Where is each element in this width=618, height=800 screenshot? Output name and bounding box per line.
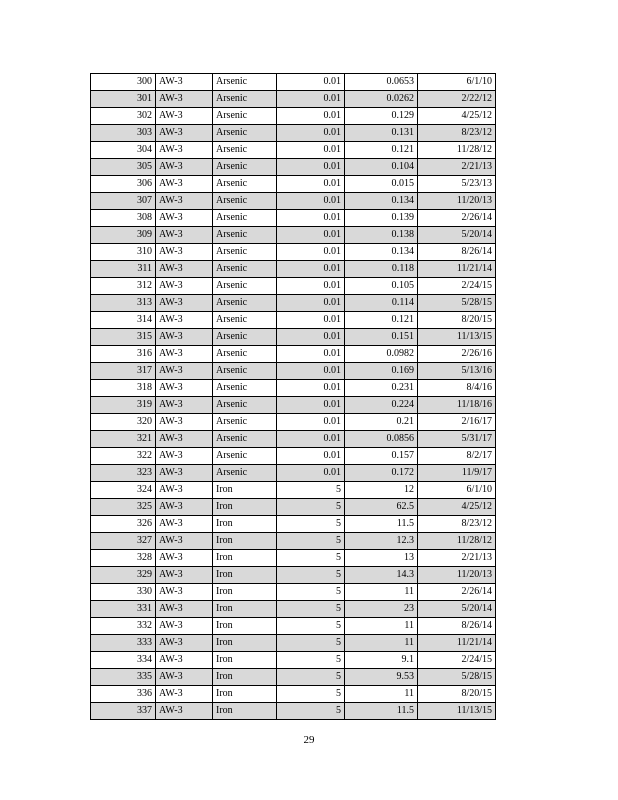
limit-cell: 5 — [277, 499, 345, 516]
table-row — [91, 448, 496, 465]
row-number-cell: 336 — [91, 686, 156, 703]
table-row — [91, 652, 496, 669]
well-id-cell: AW-3 — [156, 329, 213, 346]
limit-cell: 5 — [277, 618, 345, 635]
table-row — [91, 176, 496, 193]
well-id-cell: AW-3 — [156, 516, 213, 533]
date-cell: 2/24/15 — [418, 278, 496, 295]
result-cell: 12 — [345, 482, 418, 499]
analyte-cell: Arsenic — [213, 312, 277, 329]
table-row — [91, 465, 496, 482]
table-row — [91, 703, 496, 720]
result-cell: 0.169 — [345, 363, 418, 380]
table-row — [91, 227, 496, 244]
limit-cell: 0.01 — [277, 142, 345, 159]
row-number-cell: 305 — [91, 159, 156, 176]
result-cell: 13 — [345, 550, 418, 567]
row-number-cell: 309 — [91, 227, 156, 244]
well-id-cell: AW-3 — [156, 533, 213, 550]
date-cell: 11/21/14 — [418, 261, 496, 278]
limit-cell: 0.01 — [277, 74, 345, 91]
well-id-cell: AW-3 — [156, 278, 213, 295]
limit-cell: 0.01 — [277, 176, 345, 193]
date-cell: 2/26/16 — [418, 346, 496, 363]
analyte-cell: Arsenic — [213, 363, 277, 380]
well-id-cell: AW-3 — [156, 108, 213, 125]
date-cell: 2/16/17 — [418, 414, 496, 431]
analyte-cell: Arsenic — [213, 397, 277, 414]
analyte-cell: Arsenic — [213, 414, 277, 431]
result-cell: 0.131 — [345, 125, 418, 142]
analyte-cell: Arsenic — [213, 159, 277, 176]
well-id-cell: AW-3 — [156, 482, 213, 499]
limit-cell: 0.01 — [277, 159, 345, 176]
table-row — [91, 363, 496, 380]
table-row — [91, 550, 496, 567]
analyte-cell: Arsenic — [213, 329, 277, 346]
well-id-cell: AW-3 — [156, 142, 213, 159]
limit-cell: 0.01 — [277, 227, 345, 244]
well-id-cell: AW-3 — [156, 499, 213, 516]
table-row — [91, 635, 496, 652]
table-row — [91, 295, 496, 312]
limit-cell: 5 — [277, 482, 345, 499]
analyte-cell: Arsenic — [213, 261, 277, 278]
table-row — [91, 91, 496, 108]
well-id-cell: AW-3 — [156, 159, 213, 176]
result-cell: 0.104 — [345, 159, 418, 176]
row-number-cell: 319 — [91, 397, 156, 414]
analyte-cell: Arsenic — [213, 108, 277, 125]
table-row — [91, 499, 496, 516]
limit-cell: 0.01 — [277, 431, 345, 448]
result-cell: 0.015 — [345, 176, 418, 193]
date-cell: 6/1/10 — [418, 482, 496, 499]
row-number-cell: 325 — [91, 499, 156, 516]
result-cell: 23 — [345, 601, 418, 618]
well-id-cell: AW-3 — [156, 601, 213, 618]
table-row — [91, 329, 496, 346]
date-cell: 5/20/14 — [418, 227, 496, 244]
analyte-cell: Arsenic — [213, 210, 277, 227]
date-cell: 4/25/12 — [418, 108, 496, 125]
date-cell: 2/21/13 — [418, 159, 496, 176]
analyte-cell: Iron — [213, 669, 277, 686]
date-cell: 2/26/14 — [418, 210, 496, 227]
data-table-body — [91, 74, 496, 720]
well-id-cell: AW-3 — [156, 261, 213, 278]
row-number-cell: 318 — [91, 380, 156, 397]
date-cell: 11/18/16 — [418, 397, 496, 414]
well-id-cell: AW-3 — [156, 176, 213, 193]
well-id-cell: AW-3 — [156, 414, 213, 431]
well-id-cell: AW-3 — [156, 550, 213, 567]
table-row — [91, 312, 496, 329]
analyte-cell: Arsenic — [213, 91, 277, 108]
analyte-cell: Arsenic — [213, 380, 277, 397]
page-number: 29 — [303, 734, 315, 746]
row-number-cell: 312 — [91, 278, 156, 295]
date-cell: 8/20/15 — [418, 686, 496, 703]
analyte-cell: Arsenic — [213, 74, 277, 91]
limit-cell: 5 — [277, 533, 345, 550]
limit-cell: 5 — [277, 703, 345, 720]
limit-cell: 5 — [277, 567, 345, 584]
date-cell: 8/23/12 — [418, 125, 496, 142]
limit-cell: 5 — [277, 584, 345, 601]
table-row — [91, 210, 496, 227]
result-cell: 0.129 — [345, 108, 418, 125]
result-cell: 0.134 — [345, 244, 418, 261]
table-row — [91, 142, 496, 159]
table-row — [91, 193, 496, 210]
analyte-cell: Arsenic — [213, 193, 277, 210]
limit-cell: 0.01 — [277, 278, 345, 295]
well-id-cell: AW-3 — [156, 669, 213, 686]
table-row — [91, 125, 496, 142]
limit-cell: 0.01 — [277, 329, 345, 346]
analyte-cell: Arsenic — [213, 227, 277, 244]
limit-cell: 5 — [277, 601, 345, 618]
result-cell: 0.105 — [345, 278, 418, 295]
result-cell: 0.138 — [345, 227, 418, 244]
table-row — [91, 74, 496, 91]
well-id-cell: AW-3 — [156, 125, 213, 142]
row-number-cell: 316 — [91, 346, 156, 363]
limit-cell: 5 — [277, 686, 345, 703]
analyte-cell: Iron — [213, 618, 277, 635]
well-id-cell: AW-3 — [156, 703, 213, 720]
result-cell: 0.134 — [345, 193, 418, 210]
result-cell: 9.53 — [345, 669, 418, 686]
table-row — [91, 261, 496, 278]
result-cell: 0.121 — [345, 312, 418, 329]
analyte-cell: Arsenic — [213, 346, 277, 363]
table-row — [91, 669, 496, 686]
table-row — [91, 516, 496, 533]
row-number-cell: 302 — [91, 108, 156, 125]
row-number-cell: 300 — [91, 74, 156, 91]
table-row — [91, 482, 496, 499]
result-cell: 0.21 — [345, 414, 418, 431]
limit-cell: 0.01 — [277, 261, 345, 278]
result-cell: 0.121 — [345, 142, 418, 159]
analyte-cell: Iron — [213, 567, 277, 584]
row-number-cell: 333 — [91, 635, 156, 652]
result-cell: 0.139 — [345, 210, 418, 227]
date-cell: 11/13/15 — [418, 703, 496, 720]
date-cell: 11/21/14 — [418, 635, 496, 652]
date-cell: 11/9/17 — [418, 465, 496, 482]
analyte-cell: Iron — [213, 482, 277, 499]
analyte-cell: Iron — [213, 516, 277, 533]
row-number-cell: 310 — [91, 244, 156, 261]
result-cell: 0.224 — [345, 397, 418, 414]
well-id-cell: AW-3 — [156, 210, 213, 227]
result-cell: 0.231 — [345, 380, 418, 397]
table-row — [91, 380, 496, 397]
date-cell: 4/25/12 — [418, 499, 496, 516]
row-number-cell: 315 — [91, 329, 156, 346]
analyte-cell: Iron — [213, 550, 277, 567]
row-number-cell: 327 — [91, 533, 156, 550]
table-row — [91, 601, 496, 618]
well-id-cell: AW-3 — [156, 380, 213, 397]
analyte-cell: Arsenic — [213, 142, 277, 159]
row-number-cell: 323 — [91, 465, 156, 482]
well-id-cell: AW-3 — [156, 652, 213, 669]
analyte-cell: Arsenic — [213, 176, 277, 193]
result-cell: 11 — [345, 635, 418, 652]
date-cell: 5/23/13 — [418, 176, 496, 193]
result-cell: 9.1 — [345, 652, 418, 669]
row-number-cell: 317 — [91, 363, 156, 380]
well-id-cell: AW-3 — [156, 618, 213, 635]
analyte-cell: Iron — [213, 533, 277, 550]
date-cell: 11/20/13 — [418, 193, 496, 210]
analyte-cell: Arsenic — [213, 295, 277, 312]
limit-cell: 0.01 — [277, 363, 345, 380]
limit-cell: 0.01 — [277, 244, 345, 261]
row-number-cell: 330 — [91, 584, 156, 601]
well-id-cell: AW-3 — [156, 193, 213, 210]
table-row — [91, 278, 496, 295]
table-row — [91, 346, 496, 363]
result-cell: 0.114 — [345, 295, 418, 312]
well-id-cell: AW-3 — [156, 244, 213, 261]
row-number-cell: 322 — [91, 448, 156, 465]
date-cell: 5/31/17 — [418, 431, 496, 448]
analyte-cell: Iron — [213, 584, 277, 601]
date-cell: 5/28/15 — [418, 669, 496, 686]
result-cell: 62.5 — [345, 499, 418, 516]
analyte-cell: Iron — [213, 635, 277, 652]
well-id-cell: AW-3 — [156, 346, 213, 363]
date-cell: 11/20/13 — [418, 567, 496, 584]
analyte-cell: Iron — [213, 652, 277, 669]
well-id-cell: AW-3 — [156, 584, 213, 601]
row-number-cell: 334 — [91, 652, 156, 669]
date-cell: 5/28/15 — [418, 295, 496, 312]
result-cell: 0.118 — [345, 261, 418, 278]
row-number-cell: 337 — [91, 703, 156, 720]
date-cell: 8/26/14 — [418, 244, 496, 261]
date-cell: 8/26/14 — [418, 618, 496, 635]
result-cell: 14.3 — [345, 567, 418, 584]
well-id-cell: AW-3 — [156, 431, 213, 448]
limit-cell: 0.01 — [277, 414, 345, 431]
row-number-cell: 313 — [91, 295, 156, 312]
limit-cell: 0.01 — [277, 380, 345, 397]
limit-cell: 5 — [277, 652, 345, 669]
row-number-cell: 324 — [91, 482, 156, 499]
well-id-cell: AW-3 — [156, 635, 213, 652]
result-cell: 0.0262 — [345, 91, 418, 108]
date-cell: 8/20/15 — [418, 312, 496, 329]
limit-cell: 0.01 — [277, 465, 345, 482]
table-row — [91, 533, 496, 550]
limit-cell: 0.01 — [277, 193, 345, 210]
date-cell: 8/23/12 — [418, 516, 496, 533]
row-number-cell: 301 — [91, 91, 156, 108]
result-cell: 0.0982 — [345, 346, 418, 363]
date-cell: 11/28/12 — [418, 142, 496, 159]
analyte-cell: Arsenic — [213, 125, 277, 142]
date-cell: 8/2/17 — [418, 448, 496, 465]
table-row — [91, 108, 496, 125]
analyte-cell: Iron — [213, 703, 277, 720]
table-row — [91, 431, 496, 448]
result-cell: 0.172 — [345, 465, 418, 482]
table-row — [91, 686, 496, 703]
limit-cell: 0.01 — [277, 108, 345, 125]
result-cell: 11 — [345, 686, 418, 703]
date-cell: 2/24/15 — [418, 652, 496, 669]
limit-cell: 0.01 — [277, 346, 345, 363]
date-cell: 6/1/10 — [418, 74, 496, 91]
well-id-cell: AW-3 — [156, 227, 213, 244]
date-cell: 8/4/16 — [418, 380, 496, 397]
date-cell: 2/21/13 — [418, 550, 496, 567]
limit-cell: 0.01 — [277, 210, 345, 227]
table-row — [91, 584, 496, 601]
result-cell: 12.3 — [345, 533, 418, 550]
result-cell: 11.5 — [345, 516, 418, 533]
well-id-cell: AW-3 — [156, 363, 213, 380]
limit-cell: 5 — [277, 669, 345, 686]
date-cell: 11/13/15 — [418, 329, 496, 346]
analyte-cell: Iron — [213, 499, 277, 516]
result-cell: 11 — [345, 618, 418, 635]
row-number-cell: 306 — [91, 176, 156, 193]
well-id-cell: AW-3 — [156, 448, 213, 465]
well-id-cell: AW-3 — [156, 686, 213, 703]
well-id-cell: AW-3 — [156, 397, 213, 414]
analyte-cell: Arsenic — [213, 278, 277, 295]
well-id-cell: AW-3 — [156, 74, 213, 91]
limit-cell: 0.01 — [277, 295, 345, 312]
limit-cell: 5 — [277, 550, 345, 567]
limit-cell: 0.01 — [277, 397, 345, 414]
result-cell: 11.5 — [345, 703, 418, 720]
date-cell: 2/26/14 — [418, 584, 496, 601]
analyte-cell: Arsenic — [213, 431, 277, 448]
row-number-cell: 329 — [91, 567, 156, 584]
well-id-cell: AW-3 — [156, 295, 213, 312]
row-number-cell: 320 — [91, 414, 156, 431]
limit-cell: 5 — [277, 516, 345, 533]
result-cell: 0.157 — [345, 448, 418, 465]
result-cell: 11 — [345, 584, 418, 601]
row-number-cell: 331 — [91, 601, 156, 618]
date-cell: 5/20/14 — [418, 601, 496, 618]
limit-cell: 5 — [277, 635, 345, 652]
data-table — [90, 73, 496, 720]
row-number-cell: 304 — [91, 142, 156, 159]
well-id-cell: AW-3 — [156, 91, 213, 108]
table-row — [91, 414, 496, 431]
well-id-cell: AW-3 — [156, 567, 213, 584]
limit-cell: 0.01 — [277, 448, 345, 465]
table-row — [91, 159, 496, 176]
table-row — [91, 618, 496, 635]
row-number-cell: 311 — [91, 261, 156, 278]
row-number-cell: 303 — [91, 125, 156, 142]
analyte-cell: Arsenic — [213, 465, 277, 482]
analyte-cell: Arsenic — [213, 448, 277, 465]
row-number-cell: 335 — [91, 669, 156, 686]
result-cell: 0.151 — [345, 329, 418, 346]
date-cell: 11/28/12 — [418, 533, 496, 550]
table-row — [91, 397, 496, 414]
row-number-cell: 326 — [91, 516, 156, 533]
result-cell: 0.0653 — [345, 74, 418, 91]
table-row — [91, 567, 496, 584]
date-cell: 2/22/12 — [418, 91, 496, 108]
result-cell: 0.0856 — [345, 431, 418, 448]
well-id-cell: AW-3 — [156, 312, 213, 329]
row-number-cell: 308 — [91, 210, 156, 227]
limit-cell: 0.01 — [277, 125, 345, 142]
row-number-cell: 307 — [91, 193, 156, 210]
analyte-cell: Iron — [213, 601, 277, 618]
analyte-cell: Iron — [213, 686, 277, 703]
well-id-cell: AW-3 — [156, 465, 213, 482]
table-row — [91, 244, 496, 261]
limit-cell: 0.01 — [277, 312, 345, 329]
limit-cell: 0.01 — [277, 91, 345, 108]
row-number-cell: 314 — [91, 312, 156, 329]
row-number-cell: 321 — [91, 431, 156, 448]
date-cell: 5/13/16 — [418, 363, 496, 380]
row-number-cell: 328 — [91, 550, 156, 567]
analyte-cell: Arsenic — [213, 244, 277, 261]
row-number-cell: 332 — [91, 618, 156, 635]
